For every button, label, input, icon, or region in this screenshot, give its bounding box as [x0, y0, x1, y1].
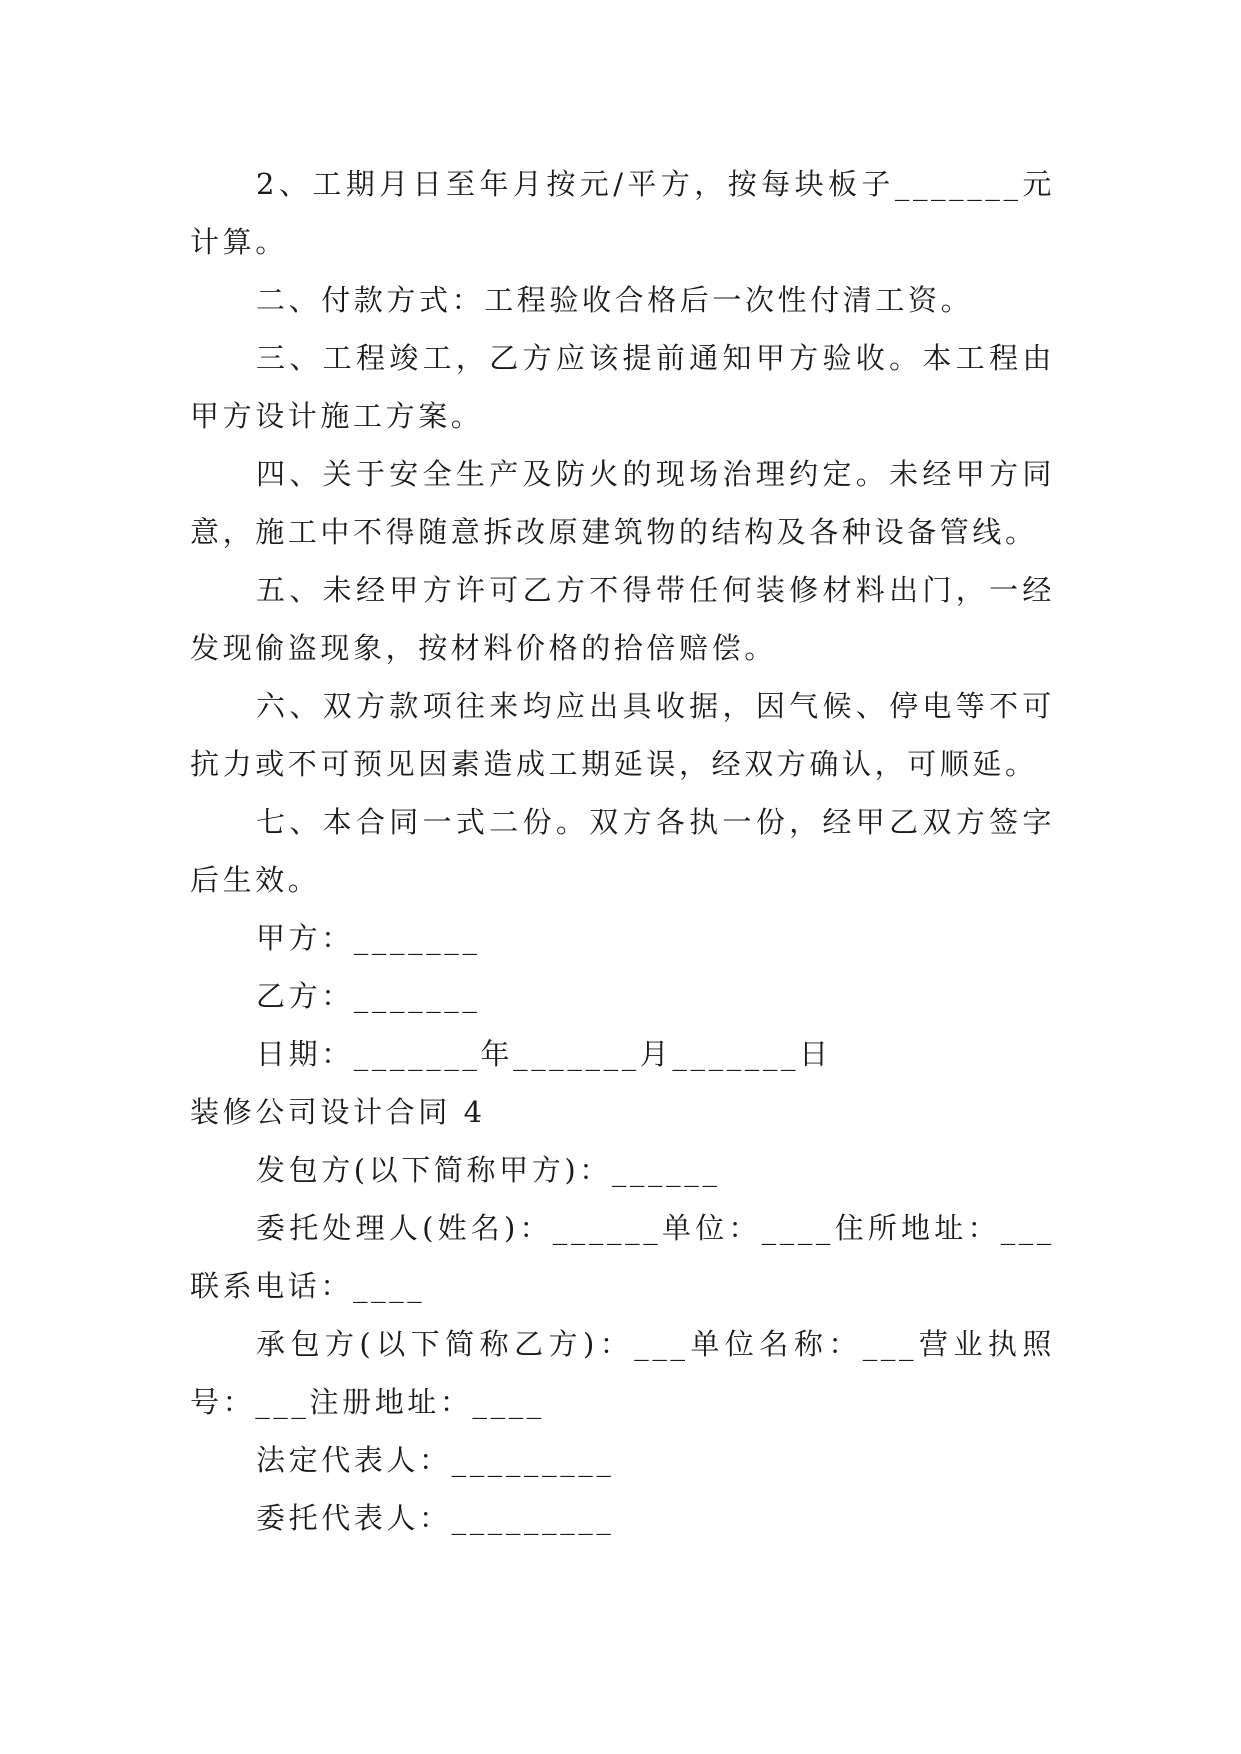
- contractor-line: 承包方(以下简称乙方)：___单位名称：___营业执照号：___注册地址：____: [190, 1327, 1055, 1419]
- clause-2-duration: 2、工期月日至年月按元/平方，按每块板子_______元计算。: [190, 167, 1055, 259]
- clause-payment-method: 二、付款方式：工程验收合格后一次性付清工资。: [256, 283, 974, 317]
- document-page: [190, 155, 1055, 1547]
- signature-party-a: 甲方：_______: [256, 921, 481, 955]
- agent-line: 委托处理人(姓名)：______单位：____住所地址：___联系电话：____: [190, 1211, 1055, 1303]
- clause-copies: 七、本合同一式二份。双方各执一份，经甲乙双方签字后生效。: [190, 805, 1055, 897]
- signature-date: 日期：_______年_______月_______日: [256, 1037, 832, 1071]
- authorized-representative-line: 委托代表人：_________: [256, 1501, 615, 1535]
- clause-receipts: 六、双方款项往来均应出具收据，因气候、停电等不可抗力或不可预见因素造成工期延误，经双方确认，可顺延。: [190, 689, 1055, 781]
- section-title: 装修公司设计合同 4: [190, 1095, 486, 1129]
- employer-line: 发包方(以下简称甲方)：______: [256, 1153, 721, 1187]
- clause-safety: 四、关于安全生产及防火的现场治理约定。未经甲方同意，施工中不得随意拆改原建筑物的结构及各种设备管线。: [190, 457, 1055, 549]
- legal-representative-line: 法定代表人：_________: [256, 1443, 615, 1477]
- clause-materials: 五、未经甲方许可乙方不得带任何装修材料出门，一经发现偷盗现象，按材料价格的拾倍赔偿。: [190, 573, 1055, 665]
- clause-completion: 三、工程竣工，乙方应该提前通知甲方验收。本工程由甲方设计施工方案。: [190, 341, 1055, 433]
- signature-party-b: 乙方：_______: [256, 979, 481, 1013]
